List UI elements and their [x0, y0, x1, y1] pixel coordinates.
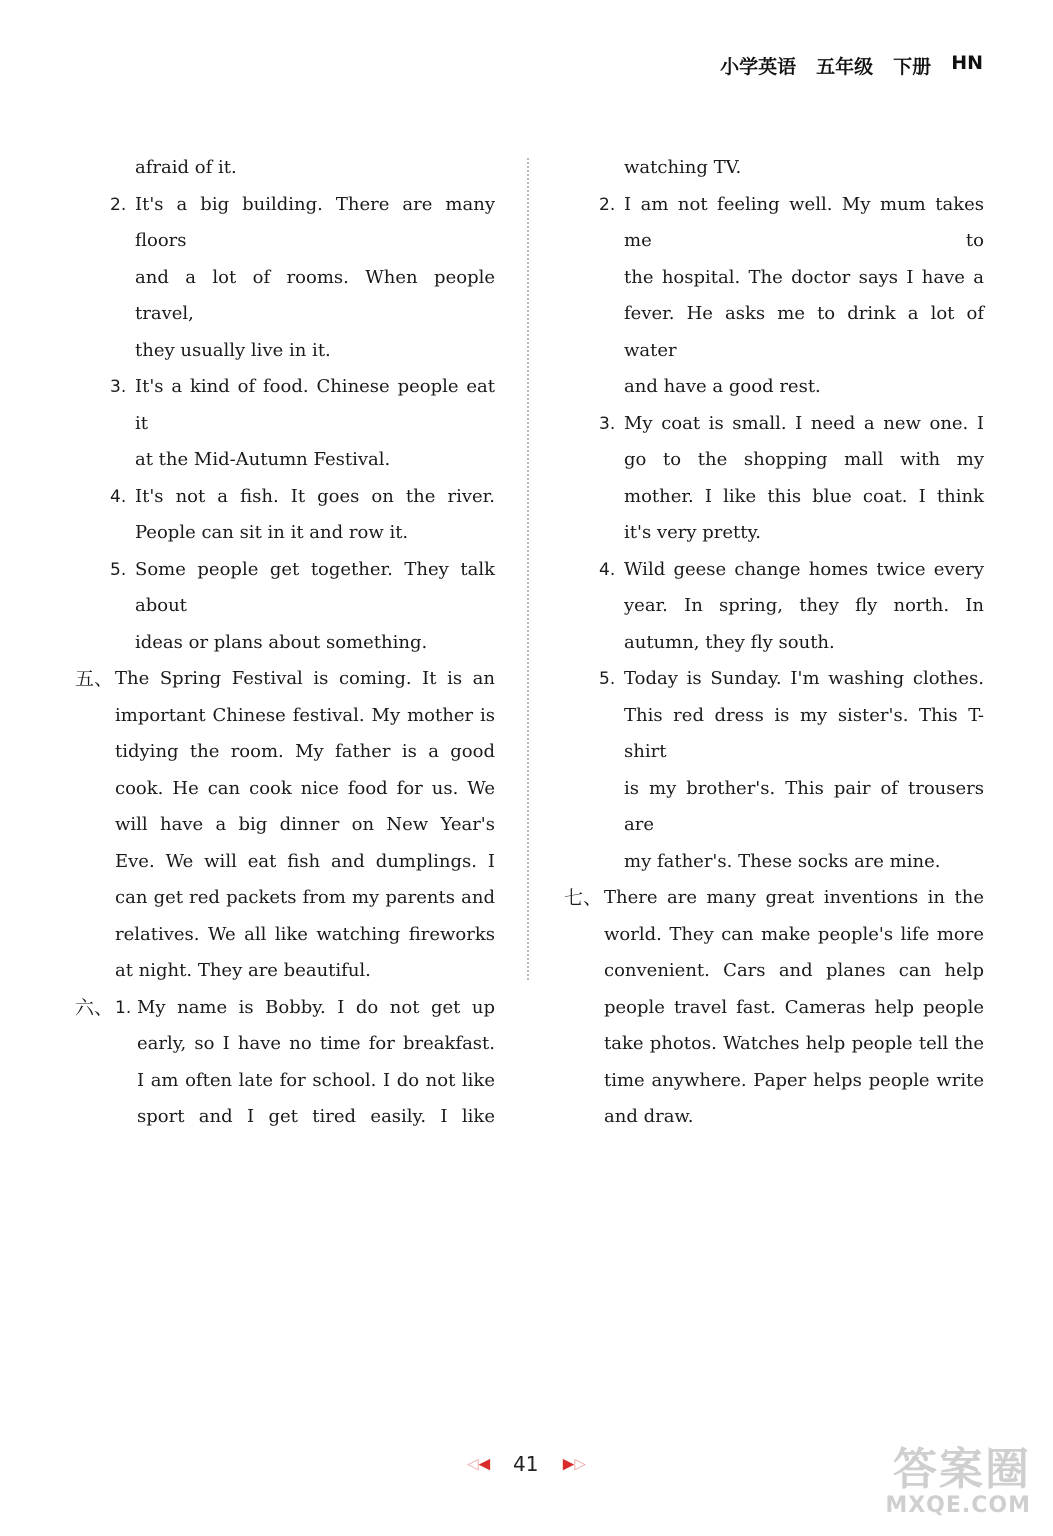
section-label: 七、 [564, 887, 603, 909]
text-line: Some people get together. They talk about [135, 558, 495, 616]
text-line: will have a big dinner on New Year's [115, 814, 495, 835]
section-label: 六、 [75, 996, 114, 1019]
item-number: 4. [599, 559, 616, 580]
text-line: important Chinese festival. My mother is [115, 704, 495, 726]
next-page-icon[interactable]: ▶▷ [562, 1454, 586, 1473]
text-line: People can sit in it and row it. [135, 522, 409, 543]
watermark-logo-text: 答案圈 [893, 1444, 1031, 1495]
text-line: It's not a fish. It goes on the river. [135, 485, 495, 507]
text-line: convenient. Cars and planes can help [604, 960, 984, 981]
answer-item-3 [564, 406, 984, 552]
text-line: It's a kind of food. Chinese people eat it [135, 376, 495, 434]
text-line: and have a good rest. [624, 376, 821, 397]
item-number: 4. [110, 486, 127, 507]
item-number: 3. [110, 377, 127, 397]
text-line: time anywhere. Paper helps people write [604, 1069, 984, 1091]
text-line: It's a big building. There are many floors [135, 193, 495, 251]
answer-item-5 [75, 552, 495, 662]
text-line: go to the shopping mall with my [624, 449, 984, 470]
watermark-url: MXQE.COM [885, 1493, 1031, 1518]
text-line: cook. He can cook nice food for us. We [115, 777, 495, 799]
answer-item-2 [75, 187, 495, 370]
text-line: can get red packets from my parents and [115, 887, 495, 908]
watermark [885, 1444, 1031, 1518]
text-line: tidying the room. My father is a good [115, 741, 495, 762]
text-line: watching TV. [624, 157, 742, 178]
text-line: Today is Sunday. I'm washing clothes. [624, 668, 984, 689]
header-volume: 下册 [893, 56, 932, 78]
item-number: 3. [599, 413, 616, 434]
text-line: The Spring Festival is coming. It is an [115, 668, 495, 689]
right-column [564, 150, 984, 1136]
text-line: Wild geese change homes twice every [624, 558, 984, 580]
section-5 [75, 661, 495, 990]
page-number: 41 [512, 1451, 539, 1476]
section-label: 五、 [75, 668, 114, 690]
answer-item-1-continued [75, 150, 495, 187]
text-line: I am often late for school. I do not like [137, 1069, 495, 1091]
text-line: ideas or plans about something. [135, 631, 428, 653]
item-number: 2. [599, 194, 616, 215]
text-line: take photos. Watches help people tell the [604, 1033, 984, 1054]
answer-item-1-continued [564, 150, 984, 187]
item-number: 1. [115, 997, 132, 1018]
text-line: the hospital. The doctor says I have a [624, 266, 984, 288]
text-line: afraid of it. [135, 157, 237, 178]
running-header [720, 52, 983, 79]
text-line: early, so I have no time for breakfast. [137, 1033, 495, 1054]
text-line: relatives. We all like watching fireworks [115, 923, 495, 945]
text-line: sport and I get tired easily. I like [137, 1106, 495, 1127]
header-subject: 小学英语 [720, 56, 797, 78]
section-6 [75, 990, 495, 1136]
item-number: 5. [599, 669, 616, 689]
text-line: This red dress is my sister's. This T-shirt [624, 704, 984, 762]
text-line: I am not feeling well. My mum takes me to [624, 193, 984, 251]
answer-item-5 [564, 661, 984, 880]
answer-item-4 [75, 479, 495, 552]
text-line: My coat is small. I need a new one. I [624, 412, 984, 434]
text-line: There are many great inventions in the [604, 887, 984, 908]
column-divider [527, 158, 529, 980]
text-line: they usually live in it. [135, 339, 331, 361]
text-line: is my brother's. This pair of trousers are [624, 777, 984, 835]
text-line: people travel fast. Cameras help people [604, 996, 984, 1018]
text-line: and draw. [604, 1106, 694, 1127]
prev-page-icon[interactable]: ◁◀ [467, 1454, 491, 1473]
left-column [75, 150, 495, 1136]
text-line: My name is Bobby. I do not get up [137, 996, 495, 1018]
answer-item-2 [564, 187, 984, 406]
text-line: at the Mid-Autumn Festival. [135, 449, 391, 470]
text-line: my father's. These socks are mine. [624, 850, 941, 872]
text-line: fever. He asks me to drink a lot of water [624, 303, 984, 361]
text-line: and a lot of rooms. When people travel, [135, 266, 495, 324]
section-7 [564, 880, 984, 1136]
header-edition: HN [951, 52, 983, 74]
text-line: Eve. We will eat fish and dumplings. I [115, 850, 495, 872]
answer-item-3 [75, 369, 495, 479]
item-number: 5. [110, 559, 127, 580]
text-line: world. They can make people's life more [604, 923, 984, 945]
text-line: year. In spring, they fly north. In [624, 595, 984, 616]
answer-item-4 [564, 552, 984, 662]
text-line: mother. I like this blue coat. I think [624, 485, 984, 507]
header-grade: 五年级 [816, 56, 874, 78]
text-line: autumn, they fly south. [624, 631, 835, 653]
text-line: at night. They are beautiful. [115, 960, 371, 981]
text-line: it's very pretty. [624, 522, 761, 543]
item-number: 2. [110, 194, 127, 215]
